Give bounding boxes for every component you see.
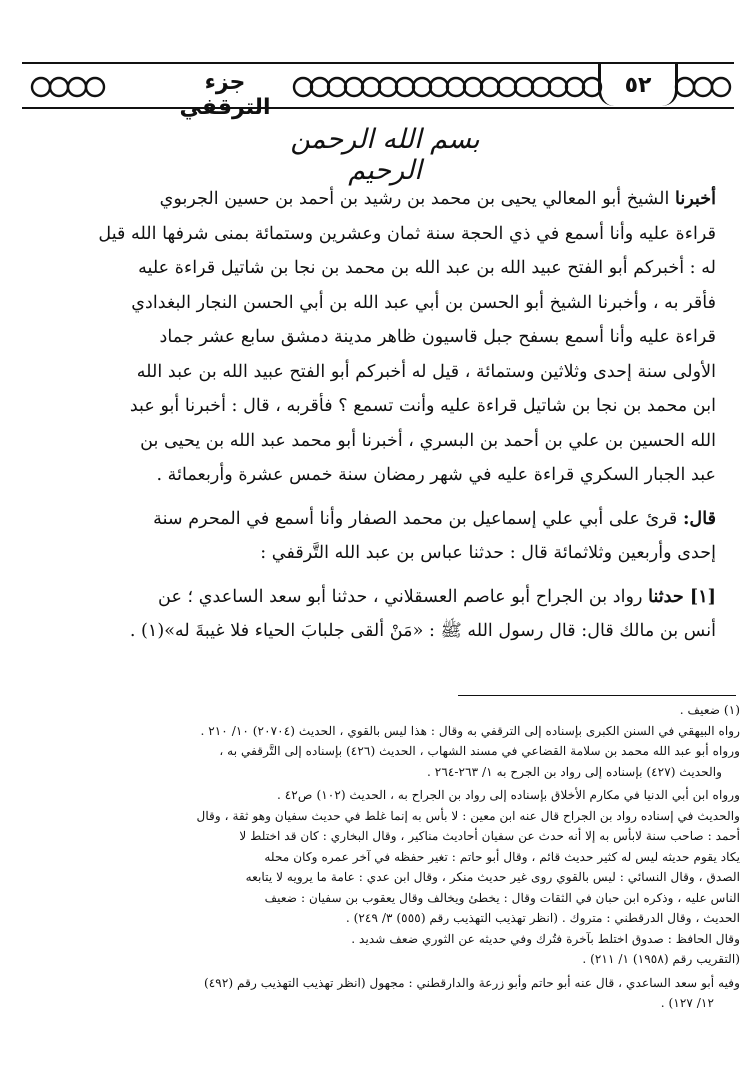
footnote-line: رواه البيهقي في السنن الكبرى بإسناده إلى الترقفي به وقال : هذا ليس بالقوي ، الحديث (٢٠٧٠٤) ١٠/ ٢١٠ . [200,723,740,738]
footnote-line: (التقريب رقم (١٩٥٨) ١/ ٢١١) . [582,952,740,966]
text-line: عبد الجبار السكري قراءة عليه في شهر رمضان سنة خمس عشرة وأربعمائة . [156,465,716,485]
footnote-line: الصدق ، وقال النسائي : ليس بالقوي روى غير حديث منكر ، وقال ابن عدي : عامة ما يرويه لا يتابعه [245,870,740,884]
footnote-line: يكاد يقوم حديثه ليس له كثير حديث قائم ، وقال أبو حاتم : تغير حفظه في آخر عمره وكان محله [264,849,740,864]
text-line: أنس بن مالك قال: قال رسول الله ﷺ : «مَنْ ألقى جلبابَ الحياء فلا غيبةَ له»(١) . [129,621,716,641]
ornament-loops-icon [292,74,612,100]
text-line: له : أخبركم أبو الفتح عبيد الله بن عبد الله بن محمد بن نجا بن شاتيل قراءة عليه [138,258,716,278]
footnote-line: والحديث (٤٢٧) بإسناده إلى رواد بن الجرح به ١/ ٢٦٣-٢٦٤ . [427,764,722,779]
text-line: [١] حدثنا رواد بن الجراح أبو عاصم العسقلاني ، حدثنا أبو سعد الساعدي ؛ عن [158,585,716,607]
main-text [40,182,716,649]
text-line: إحدى وأربعين وثلاثمائة قال : حدثنا عباس بن عبد الله التَّرقفي : [260,543,716,563]
page-number [598,64,678,106]
ornament-loops-icon [28,74,148,100]
text-line: قراءة عليه وأنا أسمع بسفح جبل قاسيون ظاهر مدينة دمشق سابع عشر جماد [159,327,716,347]
page-number-text: ٥٢ [624,72,652,98]
footnote-line: أحمد : صاحب سنة لابأس به إلا أنه حدث عن سفيان أحاديث مناكير ، وقال البخاري : كان قد اختلط لا [239,829,740,843]
text-line: أخبرنا الشيخ أبو المعالي يحيى بن محمد بن رشيد بن أحمد بن حسين الجربوي [159,188,716,209]
text-line: فأقر به ، وأخبرنا الشيخ أبو الحسن بن أبي عبد الله بن أبي الحسن النجار البغدادي [131,292,716,313]
footnote-line: وفيه أبو سعد الساعدي ، قال عنه أبو حاتم وأبو زرعة والدارقطني : مجهول (انظر تهذيب التهذيب رقم (٤٩٢) [203,975,740,990]
footnote-line: (١) ضعيف . [679,703,740,717]
header-title: جزء الترقفي [179,70,271,120]
text-line: قال: قرئ على أبي علي إسماعيل بن محمد الصفار وأنا أسمع في المحرم سنة [153,507,716,529]
footnotes [30,700,740,1014]
paragraph-hadith-1 [40,580,716,649]
footnote-line: الحديث ، وقال الدرقطني : متروك . (انظر تهذيب التهذيب رقم (٥٥٥) ٣/ ٢٤٩) . [345,911,740,925]
basmala: بسم الله الرحمن الرحيم [290,124,480,186]
text-line: ابن محمد بن نجا بن شاتيل قراءة عليه وأنت تسمع ؟ فأقربه ، قال : أخبرنا أبو عبد [129,396,716,416]
footnote-divider [458,695,736,696]
text-line: الله الحسين بن علي بن أحمد بن البسري ، أخبرنا أبو محمد عبد الله بن يحيى بن [140,430,716,451]
ornament-icon-left [28,74,148,100]
text-line: قراءة عليه وأنا أسمع في ذي الحجة سنة ثمان وعشرين وستمائة بمنى شرفها الله قيل [98,223,716,244]
paragraph-qala [40,502,716,571]
ornament-icon-right [672,74,732,100]
footnote-line: الناس عليه ، وذكره ابن حبان في الثقات وقال : يخطئ ويخالف وقال يعقوب بن سفيان : ضعيف [264,890,740,905]
ornament-loops-icon [672,74,732,100]
paragraph-isnad [40,182,716,493]
footnote-line: ورواه ابن أبي الدنيا في مكارم الأخلاق بإسناده إلى رواد بن الجراح به ، الحديث (١٠٢) ص٤٢ . [277,788,740,802]
footnote-line: ورواه أبو عبد الله محمد بن سلامة القضاعي في مسند الشهاب ، الحديث (٤٢٦) بإسناده إلى التَّرقفي به ، [219,744,740,758]
footnote-line: وقال الحافظ : صدوق اختلط بآخرة فتُرك وفي حديثه عن الثوري ضعف شديد . [351,931,740,946]
footnote-line: والحديث في إسناده رواد بن الجراح قال عنه ابن معين : لا بأس به إنما غلط في حديث سفيان وهو ثقة ، وقال [196,808,740,823]
ornament-icon-middle [292,74,612,100]
header-rule-bottom [22,107,734,109]
text-line: الأولى سنة إحدى وثلاثين وستمائة ، قيل له أخبركم أبو الفتح عبيد الله بن عبد الله [136,361,716,382]
page-header [22,62,734,120]
footnote-line: ١٢/ ١٢٧) . [660,996,714,1010]
